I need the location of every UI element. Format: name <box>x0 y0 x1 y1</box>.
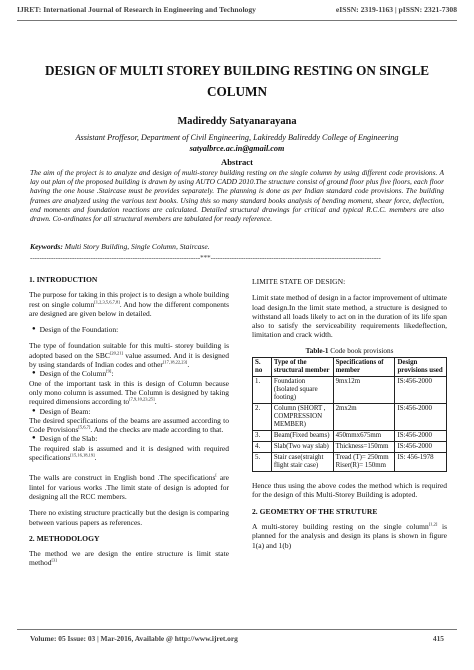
title-line-2: COLUMN <box>206 84 268 99</box>
table-cell: Stair case(straight flight stair case) <box>271 453 333 472</box>
table-header-cell: Specifications of member <box>333 358 395 377</box>
existing-structure-paragraph: There no existing structure practically but the design is comparing between various papers as references. <box>29 508 229 527</box>
after-table-paragraph: Hence thus using the above codes the method which is required for the design of this Multi-Storey Building is adopted. <box>252 481 447 500</box>
table-cell: 9mx12m <box>333 377 395 404</box>
table-cell: Tread (T)= 250mm Riser(R)= 150mm <box>333 453 395 472</box>
table-row <box>253 404 447 431</box>
intro-paragraph: The purpose for taking in this project is to design a whole building rest on single column[1,2,3,5,6,7,8]. And how the different components are designed are given below in detailed. <box>29 290 229 318</box>
table-cell: IS:456-2000 <box>395 377 447 404</box>
author-email[interactable]: satyalbrce.ac.in@gmail.com <box>189 144 285 153</box>
issn: eISSN: 2319-1163 | pISSN: 2321-7308 <box>335 5 457 14</box>
left-column <box>29 275 229 568</box>
table-cell: 3. <box>253 431 272 442</box>
slab-paragraph: The required slab is assumed and it is designed with required specifications[15,16,18,19]. <box>29 443 229 463</box>
beam-paragraph: The desired specifications of the beams are assumed according to Code Provisions[5,6,7]. And the checks are made according to that. <box>29 415 229 435</box>
bullet-foundation: ● Design of the Foundation: <box>32 325 119 335</box>
bullet-beam: ● Design of Beam: <box>32 406 91 416</box>
table-caption: Table-1 Code book provisions <box>305 346 394 355</box>
table-cell: Thickness=150mm <box>333 442 395 453</box>
section-separator: -------------------------------------------------------------------------***------------------------------------------------------------------------- <box>30 254 381 262</box>
table-cell: 2. <box>253 404 272 431</box>
table-cell: 4. <box>253 442 272 453</box>
introduction-heading: 1. INTRODUCTION <box>29 275 98 284</box>
keywords <box>30 242 444 251</box>
header-rule <box>17 20 457 21</box>
table-row <box>253 442 447 453</box>
abstract-text: The aim of the project is to analyze and design of multi-storey building resting on the single column by using different code provisions. A lay out plan of the proposed building is drawn by using AUTO CADD 2010.The structure consist of ground floor plus five floors, each floor having the one house .Staircase must be provides separately. The planning is done as per Indian standard code provisions. The building frames are analyzed using the various text books. Using this so many standard books analysis of bending moment, shear force, deflection, end moments and foundation reactions are calculated. Detailed structural drawings for critical and typical R.C.C. members are also drawn. Co-ordinates for all structural members are tabulated for ready reference. <box>30 168 444 224</box>
paper-title <box>20 60 454 102</box>
geometry-paragraph: A multi-storey building resting on the single column[1,2] is planned for the analysis and design its plans is shown in figure 1(a) and 1(b) <box>252 521 447 550</box>
table-cell: IS:456-2000 <box>395 431 447 442</box>
bullet-slab: ● Design of the Slab: <box>32 434 98 444</box>
table-cell: Slab(Two way slab) <box>271 442 333 453</box>
table-cell: Beam(Fixed beams) <box>271 431 333 442</box>
table-cell: 5. <box>253 453 272 472</box>
methodology-heading: 2. METHODOLOGY <box>29 533 100 543</box>
limit-state-heading: LIMITE STATE OF DESIGN: <box>252 277 346 286</box>
affiliation <box>20 132 454 154</box>
column-paragraph: One of the important task in this is design of Column because only mono column is assumed. The Column is designed by taking required dimensions according to[7,9,10,23,25]. <box>29 378 229 407</box>
abstract-heading: Abstract <box>221 157 253 167</box>
table-cell: 1. <box>253 377 272 404</box>
author-name: Madireddy Satyanarayana <box>177 116 297 127</box>
table-cell: 2mx2m <box>333 404 395 431</box>
table-cell: IS: 456-1978 <box>395 453 447 472</box>
footer-rule <box>17 629 457 630</box>
running-footer <box>30 634 444 643</box>
table-row <box>253 431 447 442</box>
table-cell: Column (SHORT , COMPRESSION MEMBER) <box>271 404 333 431</box>
foundation-paragraph: The type of foundation suitable for this multi- storey building is adopted based on the SBC[20,21] value assumed. And it is designed by using standards of Indian codes and other[17,18,22,23]. ● Design of the Column[9]: One of the important task in this is design of Column because only mono column is assumed. The Column is designed by taking required dimensions according to[7,9,10,23,25]. ● Design of Beam: The desired specifications of the beams are assumed according to Code Provisions[5,6,7]. And the checks are made according to that. ● Design of the Slab: The required slab is assumed and it is designed with required specifications[15,16,18,19]. <box>29 341 229 463</box>
keywords-text: Multi Story Building, Single Column, Staircase. <box>62 242 210 251</box>
keywords-label: Keywords: <box>30 242 63 251</box>
title-line-1: DESIGN OF MULTI STOREY BUILDING RESTING ON SINGLE <box>44 63 430 78</box>
code-provisions-table <box>252 357 447 472</box>
affiliation-text: Assistant Proffesor, Department of Civil Engineering, Lakireddy Balireddy College of Engineering <box>75 133 399 142</box>
bullet-column: ● Design of the Column[9]: <box>32 368 114 379</box>
limit-state-paragraph: Limit state method of design in a factor improvement of ultimate load design.In the limit state method, a structure is designed to withstand all loads likely to act on in the duration of its life span also to satisfy the serviceability requirements likedeflection, limitation and crack width. <box>252 293 447 340</box>
table-cell: IS:456-2000 <box>395 404 447 431</box>
table-row <box>253 377 447 404</box>
table-header-cell: S. no <box>253 358 272 377</box>
table-cell: IS:456-2000 <box>395 442 447 453</box>
table-header-cell: Design provisions used <box>395 358 447 377</box>
walls-paragraph: The walls are construct in English bond .The specifications[ are lintel for various works .The limit state of design is adopted for designing all the RCC members. <box>29 472 229 501</box>
journal-name: IJRET: International Journal of Research in Engineering and Technology <box>17 5 256 14</box>
page-number: 415 <box>432 634 444 643</box>
table-row <box>253 453 447 472</box>
table-header-row <box>253 358 447 377</box>
table-cell: 450mmx675mm <box>333 431 395 442</box>
running-header <box>17 5 457 19</box>
geometry-heading: 2. GEOMETRY OF THE STRUTURE <box>252 506 378 516</box>
table-header-cell: Type of the structural member <box>271 358 333 377</box>
methodology-paragraph: The method we are design the entire structure is limit state method[3] <box>29 549 229 568</box>
table-cell: Foundation (Isolated square footing) <box>271 377 333 404</box>
volume-info: Volume: 05 Issue: 03 | Mar-2016, Available @ http://www.ijret.org <box>30 634 238 643</box>
right-column <box>252 277 447 550</box>
